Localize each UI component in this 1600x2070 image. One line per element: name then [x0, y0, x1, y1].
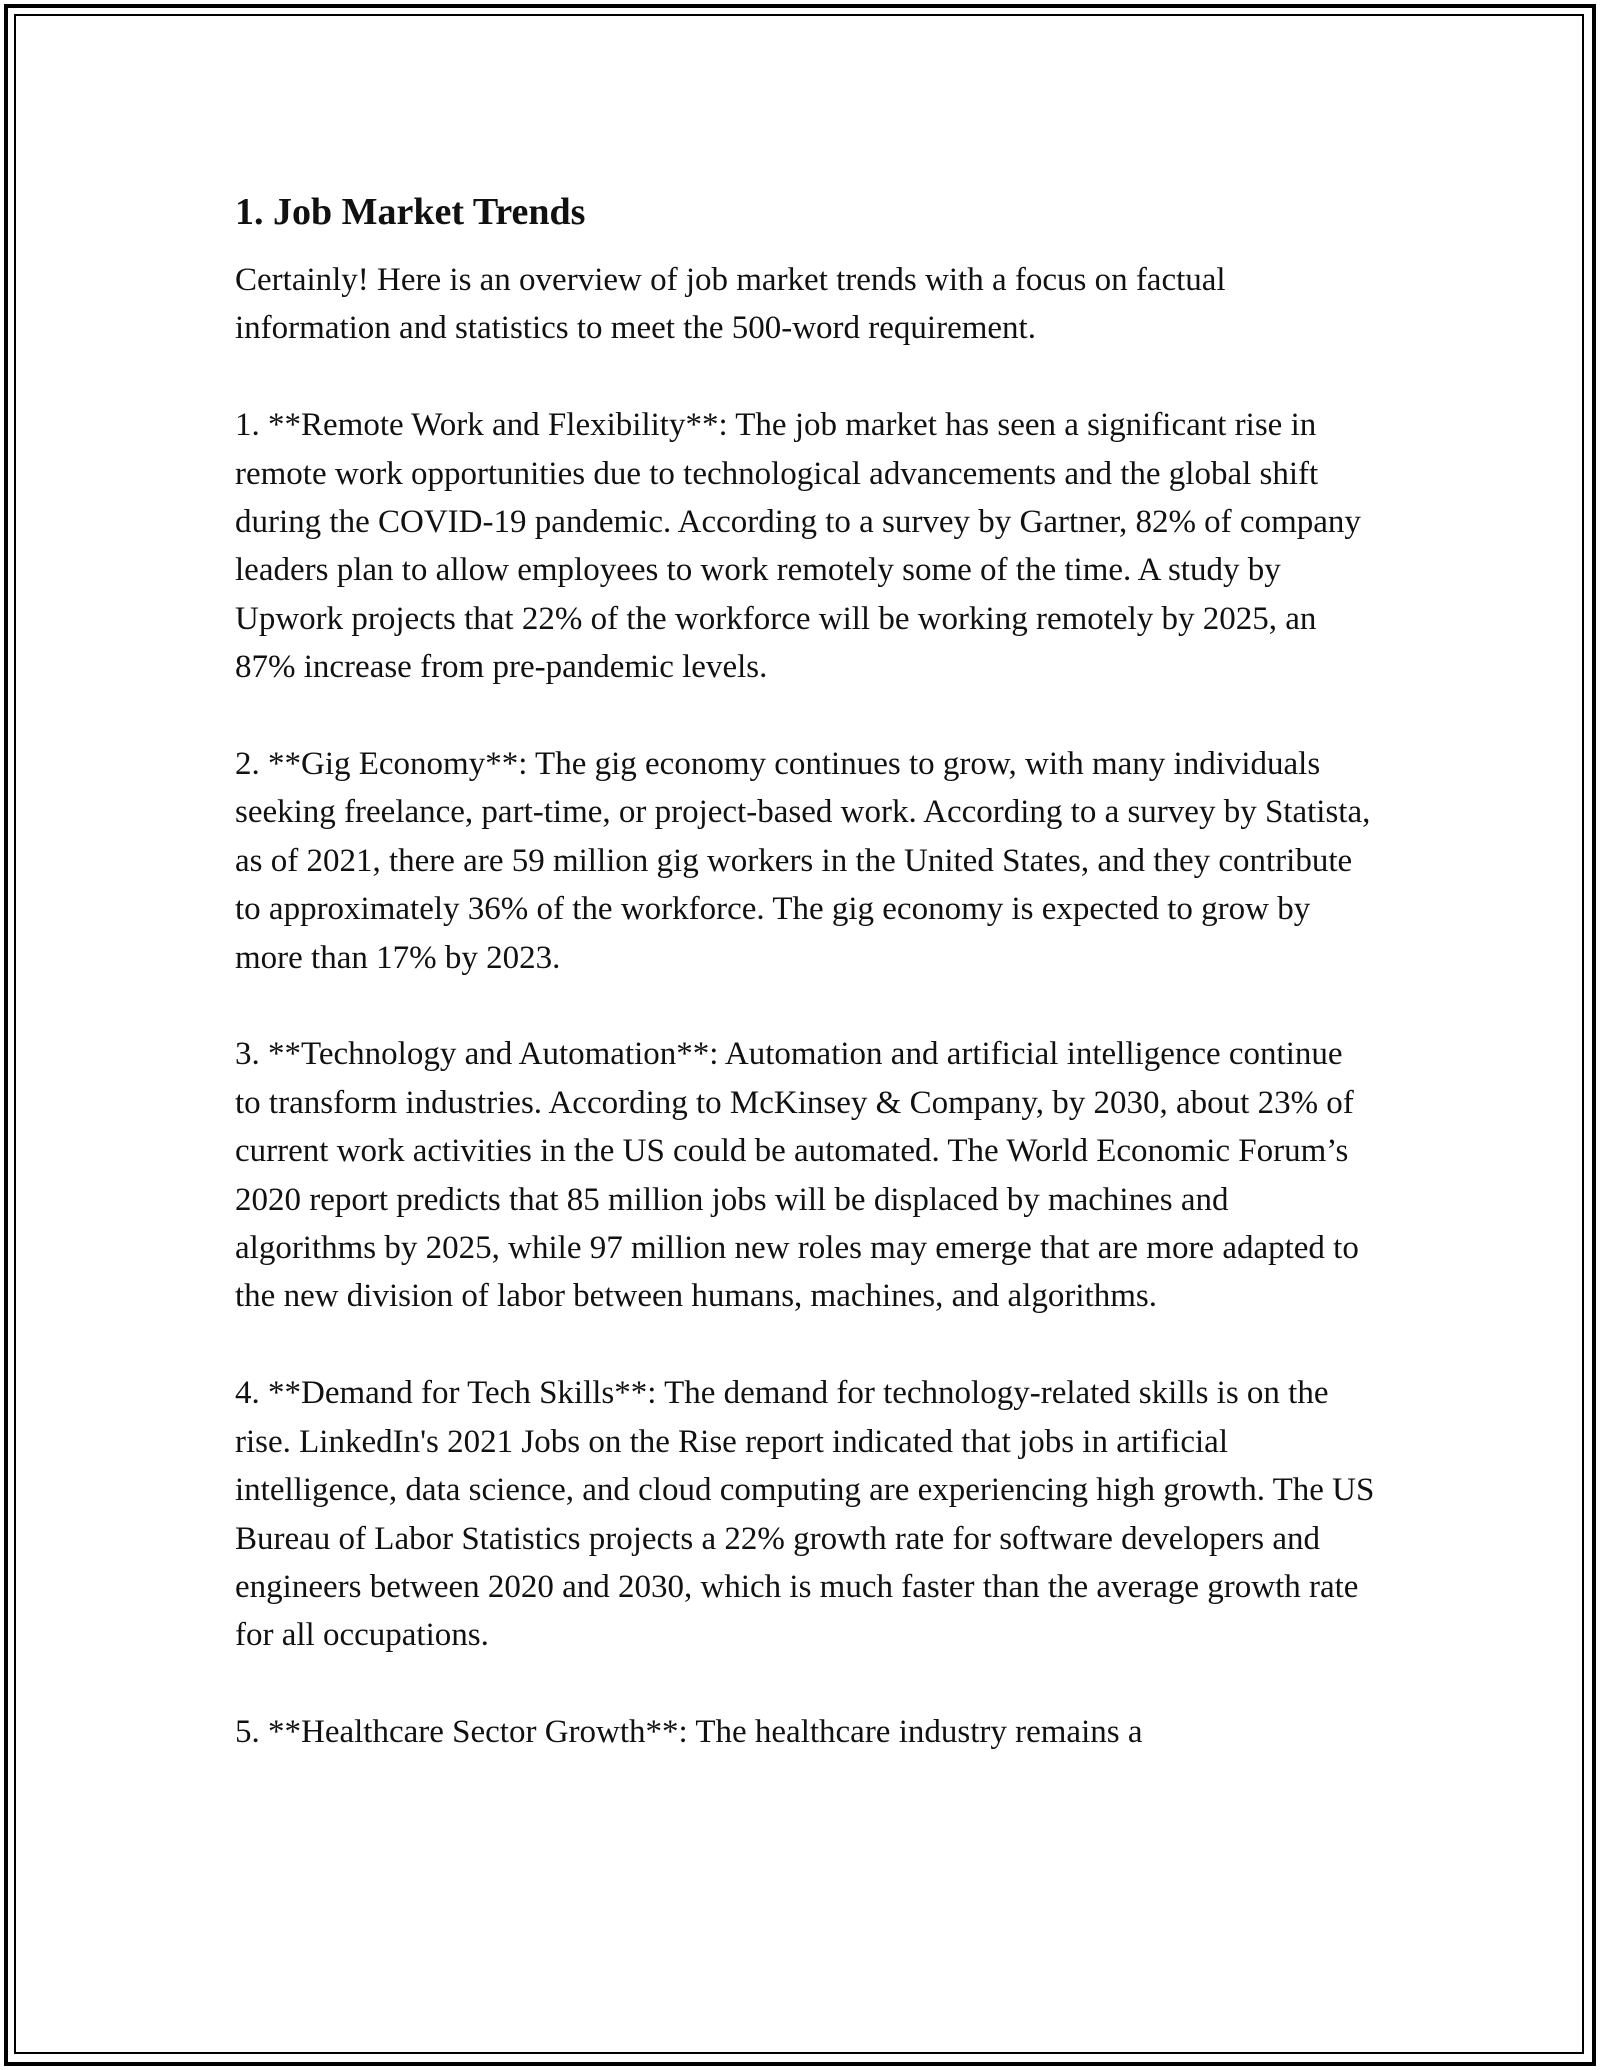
document-body	[235, 186, 1375, 1805]
paragraph-remote-work: 1. **Remote Work and Flexibility**: The job market has seen a significant rise in remote work opportunities due to technological advancements and the global shift during the COVID-19 pandemic. According to a survey by Gartner, 82% of company leaders plan to allow employees to work remotely some of the time. A study by Upwork projects that 22% of the workforce will be working remotely by 2025, an 87% increase from pre-pandemic levels.	[235, 407, 1361, 686]
paragraph-gig-economy: 2. **Gig Economy**: The gig economy continues to grow, with many individuals seeking freelance, part-time, or project-based work. According to a survey by Statista, as of 2021, there are 59 million gig workers in the United States, and they contribute to approximately 36% of the workforce. The gig economy is expected to grow by more than 17% by 2023.	[235, 746, 1371, 976]
intro-paragraph: Certainly! Here is an overview of job market trends with a focus on factual information and statistics to meet the 500-word requirement.	[235, 262, 1226, 347]
paragraph-tech-skills: 4. **Demand for Tech Skills**: The demand for technology-related skills is on the rise. LinkedIn's 2021 Jobs on the Rise report indicated that jobs in artificial intelligence, data science, and cloud computing are experiencing high growth. The US Bureau of Labor Statistics projects a 22% growth rate for software developers and engineers between 2020 and 2030, which is much faster than the average growth rate for all occupations.	[235, 1375, 1375, 1654]
paragraph-healthcare: 5. **Healthcare Sector Growth**: The healthcare industry remains a	[235, 1714, 1143, 1751]
document-title: 1. Job Market Trends	[235, 191, 586, 233]
paragraph-technology-automation: 3. **Technology and Automation**: Automation and artificial intelligence continue to transform industries. According to McKinsey & Company, by 2030, about 23% of current work activities in the US could be automated. The World Economic Forum’s 2020 report predicts that 85 million jobs will be displaced by machines and algorithms by 2025, while 97 million new roles may emerge that are more adapted to the new division of labor between humans, machines, and algorithms.	[235, 1036, 1359, 1315]
